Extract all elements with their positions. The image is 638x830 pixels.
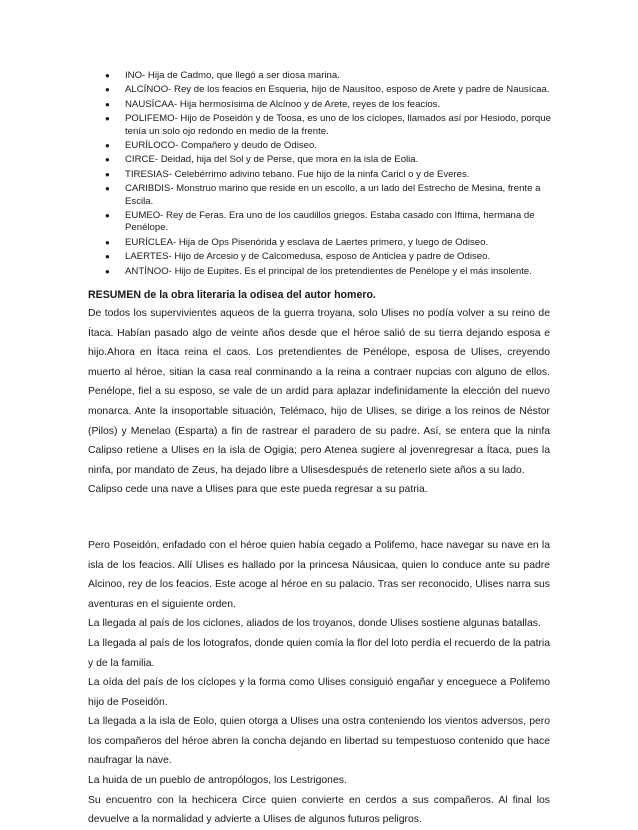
bullet-icon: ● — [105, 237, 110, 247]
bullet-icon: ● — [105, 184, 110, 194]
bullet-icon: ● — [105, 114, 110, 124]
bullet-icon: ● — [105, 85, 110, 95]
glossary-item-text: NAUSÍCAA- Hija hermosísima de Alcínoo y de Arete, reyes de los feacios. — [125, 98, 441, 110]
event-line: La llegada al país de los ciclones, aliados de los troyanos, donde Ulises sostiene algunas batallas. — [88, 618, 541, 630]
summary-paragraph: Pero Poseidón, enfadado con el héroe quien había cegado a Polifemo, hace navegar su nave en la isla de los feacios. Allí Ulises es hallado por la princesa Náusicaa, quien lo conduce ante su padre Alcinoo, rey de los feacios. Este acoge al héroe en su palacio. Tras ser reconocido, Ulises narra sus aventuras en el siguiente orden. — [88, 539, 550, 610]
summary-section — [88, 287, 550, 830]
glossary-item — [98, 84, 568, 96]
bullet-icon: ● — [105, 211, 110, 221]
glossary-item — [98, 210, 568, 235]
event-line: La huida de un pueblo de antropólogos, los Lestrigones. — [88, 775, 347, 787]
glossary-item-text: EURÍLOCO- Compañero y deudo de Odiseo. — [125, 140, 317, 152]
glossary-item — [98, 154, 568, 166]
event-line: La llegada a la isla de Eolo, quien otorga a Ulises una ostra conteniendo los vientos adversos, pero los compañeros del héroe abren la concha dejando en libertad su tempestuoso contenido que hace naufragar la nave. — [88, 716, 550, 767]
glossary-item-text: POLIFEMO- Hijo de Poseidón y de Toosa, es uno de los cíclopes, llamados así por Hesiodo, porque tenía un solo ojo redondo en medio de la frente. — [125, 113, 551, 137]
glossary-item-text: INO- Hija de Cadmo, que llegó a ser diosa marina. — [125, 70, 340, 81]
event-line: La oída del país de los cíclopes y la forma como Ulises consiguió engañar y enceguece a Polifemo hijo de Poseidón. — [88, 677, 550, 708]
glossary-item-text: EUMEO- Rey de Feras. Era uno de los caudillos griegos. Estaba casado con Iftima, hermana de Penélope. — [125, 210, 535, 234]
glossary-item — [98, 183, 568, 208]
event-line: La llegada al país de los lotografos, donde quien comía la flor del loto perdía el recuerdo de la patria y de la familia. — [88, 637, 550, 669]
glossary-item — [98, 140, 568, 152]
glossary-item — [98, 99, 568, 111]
bullet-icon: ● — [105, 266, 110, 276]
bullet-icon: ● — [105, 71, 110, 80]
summary-heading: RESUMEN de la obra literaria la odisea del autor homero. — [88, 289, 376, 301]
bullet-icon: ● — [105, 141, 110, 151]
glossary-item — [98, 70, 568, 82]
glossary-item-text: CARIBDIS- Monstruo marino que reside en un escollo, a un lado del Estrecho de Mesina, frente a Escila. — [125, 183, 541, 207]
character-glossary-list — [98, 70, 568, 280]
glossary-item — [98, 113, 568, 138]
glossary-item-text: EURÍCLEA- Hija de Ops Pisenórida y esclava de Laertes primero, y luego de Odiseo. — [125, 236, 489, 248]
summary-paragraph-closing: Calipso cede una nave a Ulises para que este pueda regresar a su patria. — [88, 484, 428, 496]
bullet-icon: ● — [105, 99, 110, 109]
event-line: Su encuentro con la hechicera Circe quien convierte en cerdos a sus compañeros. Al final los devuelve a la normalidad y advierte a Ulises de algunos futuros peligros. — [88, 794, 550, 826]
glossary-item-text: ANTÍNOO- Hijo de Eupites. Es el principal de los pretendientes de Penélope y el más insolente. — [125, 265, 532, 277]
glossary-item-text: ALCÍNOO- Rey de los feacios en Esqueria, hijo de Nausítoo, esposo de Arete y padre de Nausícaa. — [125, 84, 550, 96]
bullet-icon: ● — [105, 155, 110, 165]
glossary-item — [98, 169, 568, 181]
glossary-item — [98, 266, 568, 278]
bullet-icon: ● — [105, 252, 110, 262]
summary-paragraph: De todos los supervivientes aqueos de la guerra troyana, solo Ulises no podía volver a su reino de Ítaca. Habían pasado algo de veinte años desde que el héroe salió de su tierra dejando esposa e hijo.Ahora en Ítaca reina el caos. Los pretendientes de Penélope, esposa de Ulises, creyendo muerto al héroe, sitian la casa real conminando a la reina a contraer nupcias con alguno de ellos. Penélope, fiel a su esposo, se vale de un ardid para aplazar indefinidamente la elección del nuevo monarca. Ante la insoportable situación, Telémaco, hijo de Ulises, se dirige a los reinos de Néstor (Pilos) y Menelao (Esparta) a fin de rastrear el paradero de su padre. Así, se entera que la ninfa Calipso retiene a Ulises en la isla de Ogigia; pero Atenea sugiere al jovenregresar a Ítaca, pues la ninfa, por mandato de Zeus, ha dejado libre a Ulisesdespués de retenerlo siete años a su lado. — [88, 308, 550, 476]
glossary-item-text: CIRCE- Deidad, hija del Sol y de Perse, que mora en la isla de Eolia. — [125, 154, 419, 166]
glossary-item-text: LAERTES- Hijo de Arcesio y de Calcomedusa, esposo de Anticlea y padre de Odiseo. — [125, 251, 491, 263]
glossary-item — [98, 251, 568, 263]
bullet-icon: ● — [105, 169, 110, 179]
glossary-item — [98, 237, 568, 249]
glossary-item-text: TIRESIAS- Celebérrimo adivino tebano. Fue hijo de la ninfa Caricl o y de Everes. — [125, 168, 470, 180]
